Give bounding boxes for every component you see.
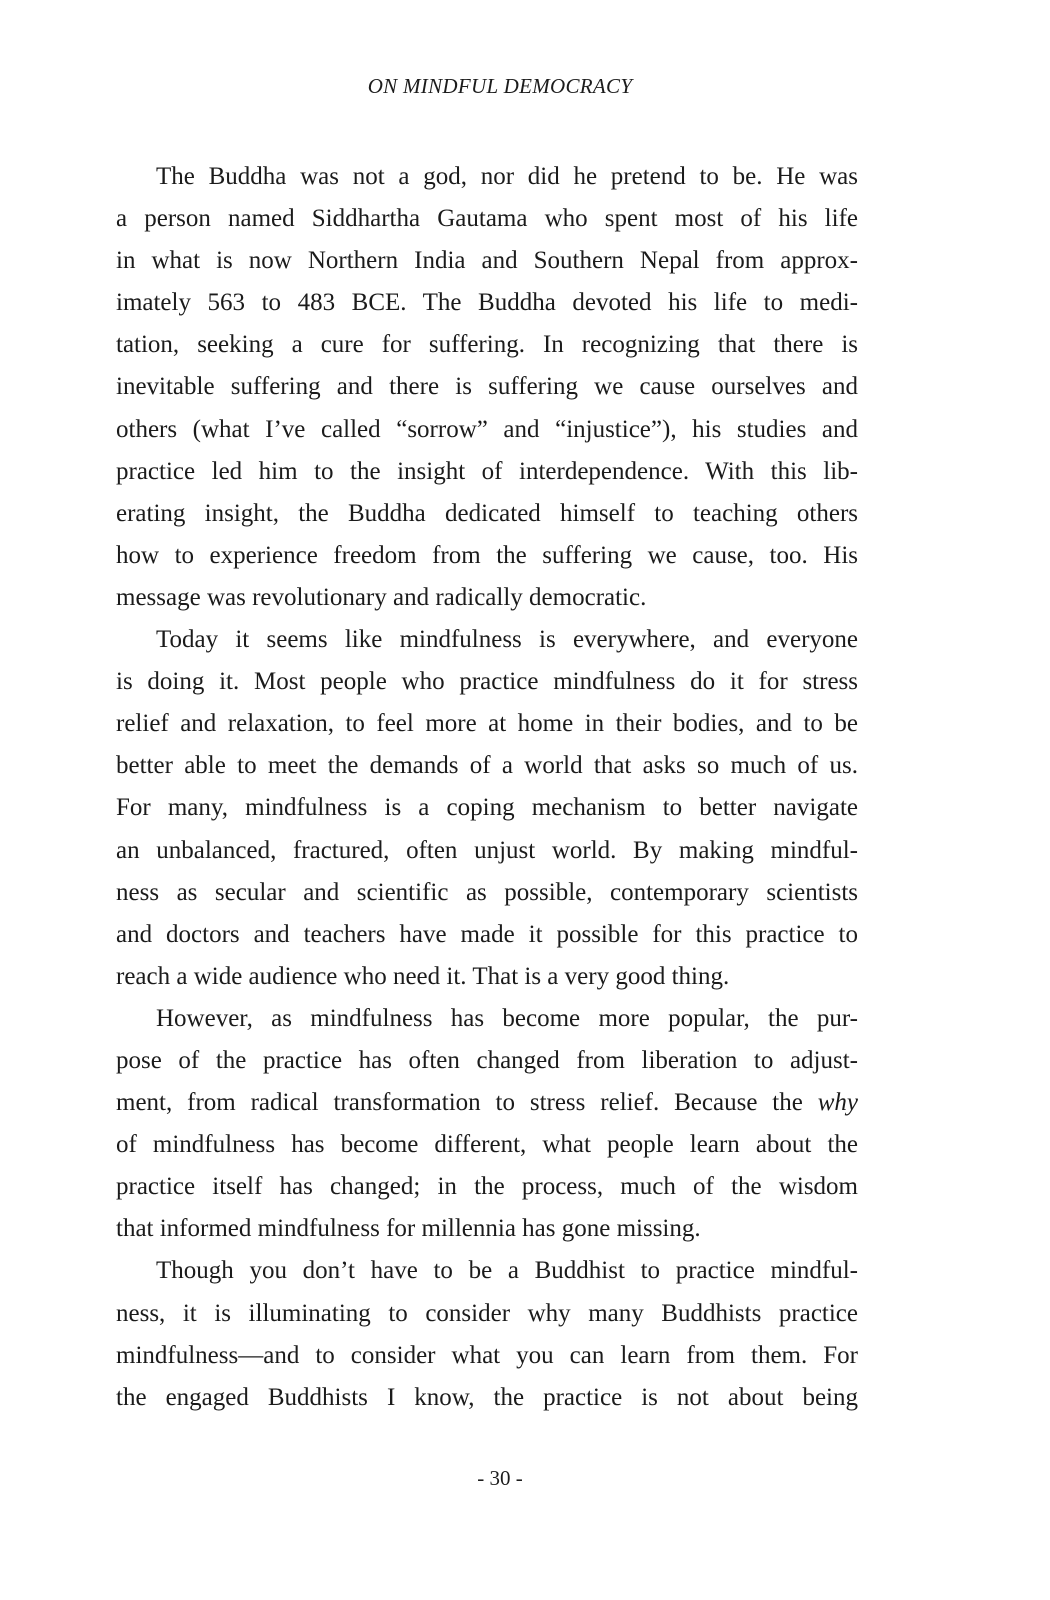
text-line: and doctors and teachers have made it possible for this practice to bbox=[116, 920, 858, 948]
text-line: However, as mindfulness has become more popular, the pur- bbox=[156, 1004, 858, 1032]
paragraph-2 bbox=[116, 619, 858, 998]
text-line: others (what I’ve called “sorrow” and “injustice”), his studies and bbox=[116, 415, 858, 443]
text-line-segment: ment, from radical transformation to stress relief. Because the bbox=[116, 1089, 818, 1117]
text-line bbox=[116, 1082, 858, 1124]
text-line: pose of the practice has often changed from liberation to adjust- bbox=[116, 1046, 858, 1074]
text-line: of mindfulness has become different, what people learn about the bbox=[116, 1131, 858, 1159]
text-line: is doing it. Most people who practice mindfulness do it for stress bbox=[116, 668, 858, 696]
text-line: tation, seeking a cure for suffering. In recognizing that there is bbox=[116, 331, 858, 359]
paragraph-3 bbox=[116, 998, 858, 1251]
text-line: erating insight, the Buddha dedicated himself to teaching others bbox=[116, 499, 858, 527]
paragraph-4 bbox=[116, 1250, 858, 1418]
text-line: practice led him to the insight of interdependence. With this lib- bbox=[116, 457, 858, 485]
text-line: that informed mindfulness for millennia has gone missing. bbox=[116, 1215, 701, 1243]
text-line: ness as secular and scientific as possible, contemporary scientists bbox=[116, 878, 858, 906]
text-line: reach a wide audience who need it. That is a very good thing. bbox=[116, 962, 730, 990]
text-line: inevitable suffering and there is suffering we cause ourselves and bbox=[116, 373, 858, 401]
text-line: an unbalanced, fractured, often unjust world. By making mindful- bbox=[116, 836, 858, 864]
text-line: message was revolutionary and radically democratic. bbox=[116, 583, 647, 611]
running-head: ON MINDFUL DEMOCRACY bbox=[367, 74, 633, 98]
text-line: the engaged Buddhists I know, the practice is not about being bbox=[116, 1383, 858, 1411]
text-line: imately 563 to 483 BCE. The Buddha devoted his life to medi- bbox=[116, 289, 858, 317]
text-line: in what is now Northern India and Southern Nepal from approx- bbox=[116, 247, 858, 275]
text-line: practice itself has changed; in the process, much of the wisdom bbox=[116, 1173, 858, 1201]
text-line: better able to meet the demands of a world that asks so much of us. bbox=[116, 752, 858, 780]
text-line: ness, it is illuminating to consider why many Buddhists practice bbox=[116, 1299, 858, 1327]
text-line: relief and relaxation, to feel more at home in their bodies, and to be bbox=[116, 710, 858, 738]
text-line: how to experience freedom from the suffering we cause, too. His bbox=[116, 541, 858, 569]
page-number: - 30 - bbox=[477, 1466, 523, 1490]
text-line: Though you don’t have to be a Buddhist to practice mindful- bbox=[156, 1257, 858, 1285]
text-line: Today it seems like mindfulness is everywhere, and everyone bbox=[156, 626, 858, 654]
emphasis-word: why bbox=[817, 1089, 858, 1117]
text-line: The Buddha was not a god, nor did he pretend to be. He was bbox=[156, 163, 858, 190]
text-line: For many, mindfulness is a coping mechanism to better navigate bbox=[116, 794, 858, 822]
body-text bbox=[116, 156, 858, 1419]
paragraph-1 bbox=[116, 156, 858, 619]
text-line: a person named Siddhartha Gautama who spent most of his life bbox=[116, 205, 858, 233]
text-line: mindfulness—and to consider what you can learn from them. For bbox=[116, 1341, 858, 1369]
